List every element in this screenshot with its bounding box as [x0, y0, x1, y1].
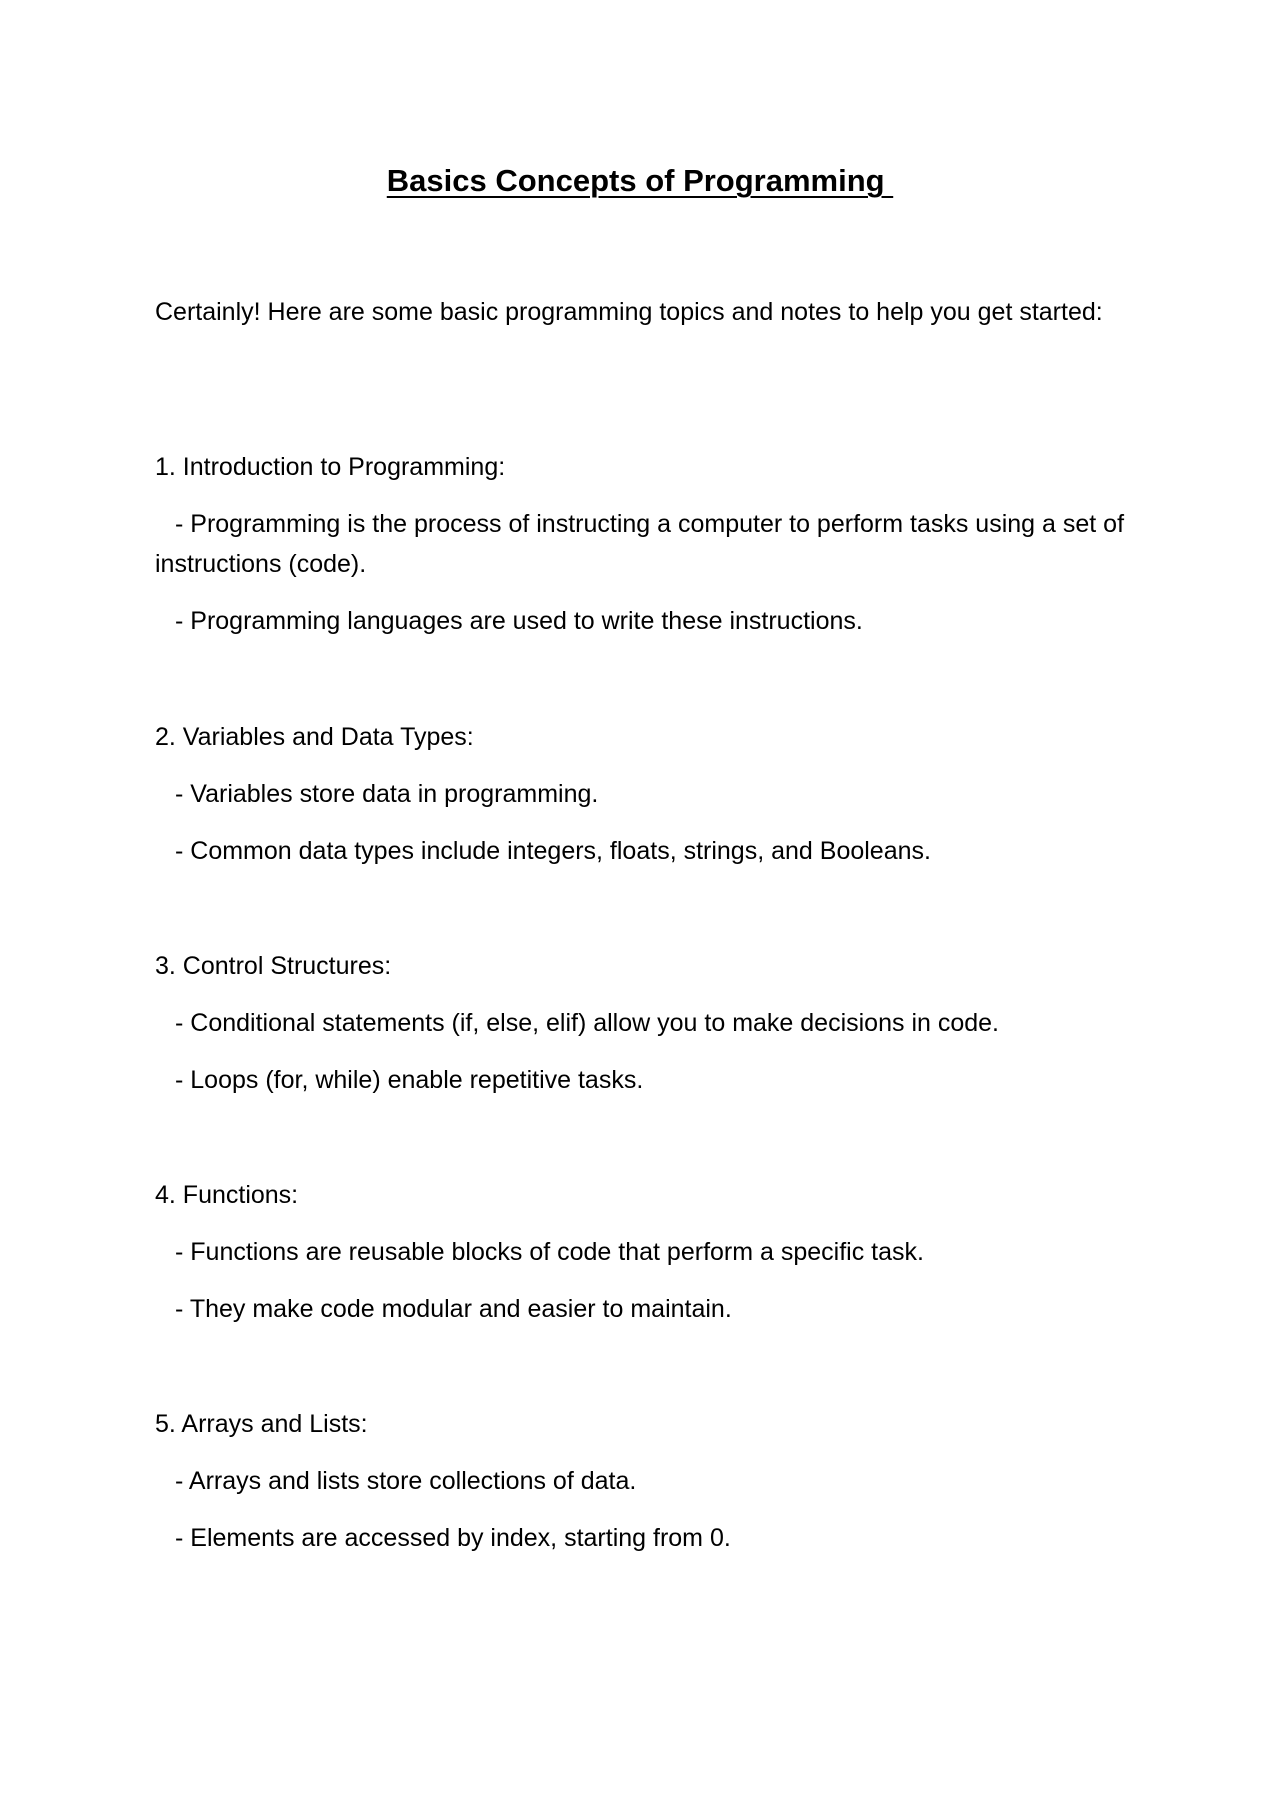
bullet-item: - Arrays and lists store collections of data.	[175, 1467, 637, 1495]
section-variables	[155, 717, 1130, 871]
section-control-structures	[155, 946, 1130, 1100]
section-heading: 3. Control Structures:	[155, 952, 392, 980]
section-heading: 2. Variables and Data Types:	[155, 723, 474, 751]
bullet-item: - Loops (for, while) enable repetitive tasks.	[175, 1066, 644, 1094]
section-functions	[155, 1175, 1130, 1329]
document-title: Basics Concepts of Programming	[386, 163, 894, 198]
bullet-item: - They make code modular and easier to maintain.	[175, 1295, 732, 1323]
bullet-item: - Variables store data in programming.	[175, 780, 599, 808]
bullet-item: - Functions are reusable blocks of code that perform a specific task.	[175, 1238, 924, 1266]
section-heading: 5. Arrays and Lists:	[155, 1410, 368, 1438]
bullet-item: - Programming languages are used to write these instructions.	[175, 607, 863, 635]
section-arrays-lists	[155, 1404, 1130, 1558]
intro-paragraph: Certainly! Here are some basic programming topics and notes to help you get started:	[155, 298, 1103, 326]
bullet-item: - Common data types include integers, floats, strings, and Booleans.	[175, 837, 931, 865]
bullet-item: - Conditional statements (if, else, elif) allow you to make decisions in code.	[175, 1009, 999, 1037]
bullet-item: - Elements are accessed by index, starting from 0.	[175, 1524, 731, 1552]
section-heading: 1. Introduction to Programming:	[155, 453, 506, 481]
section-introduction	[155, 447, 1130, 641]
section-heading: 4. Functions:	[155, 1181, 299, 1209]
bullet-item: - Programming is the process of instructing a computer to perform tasks using a set of instructions (code).	[155, 510, 1125, 578]
